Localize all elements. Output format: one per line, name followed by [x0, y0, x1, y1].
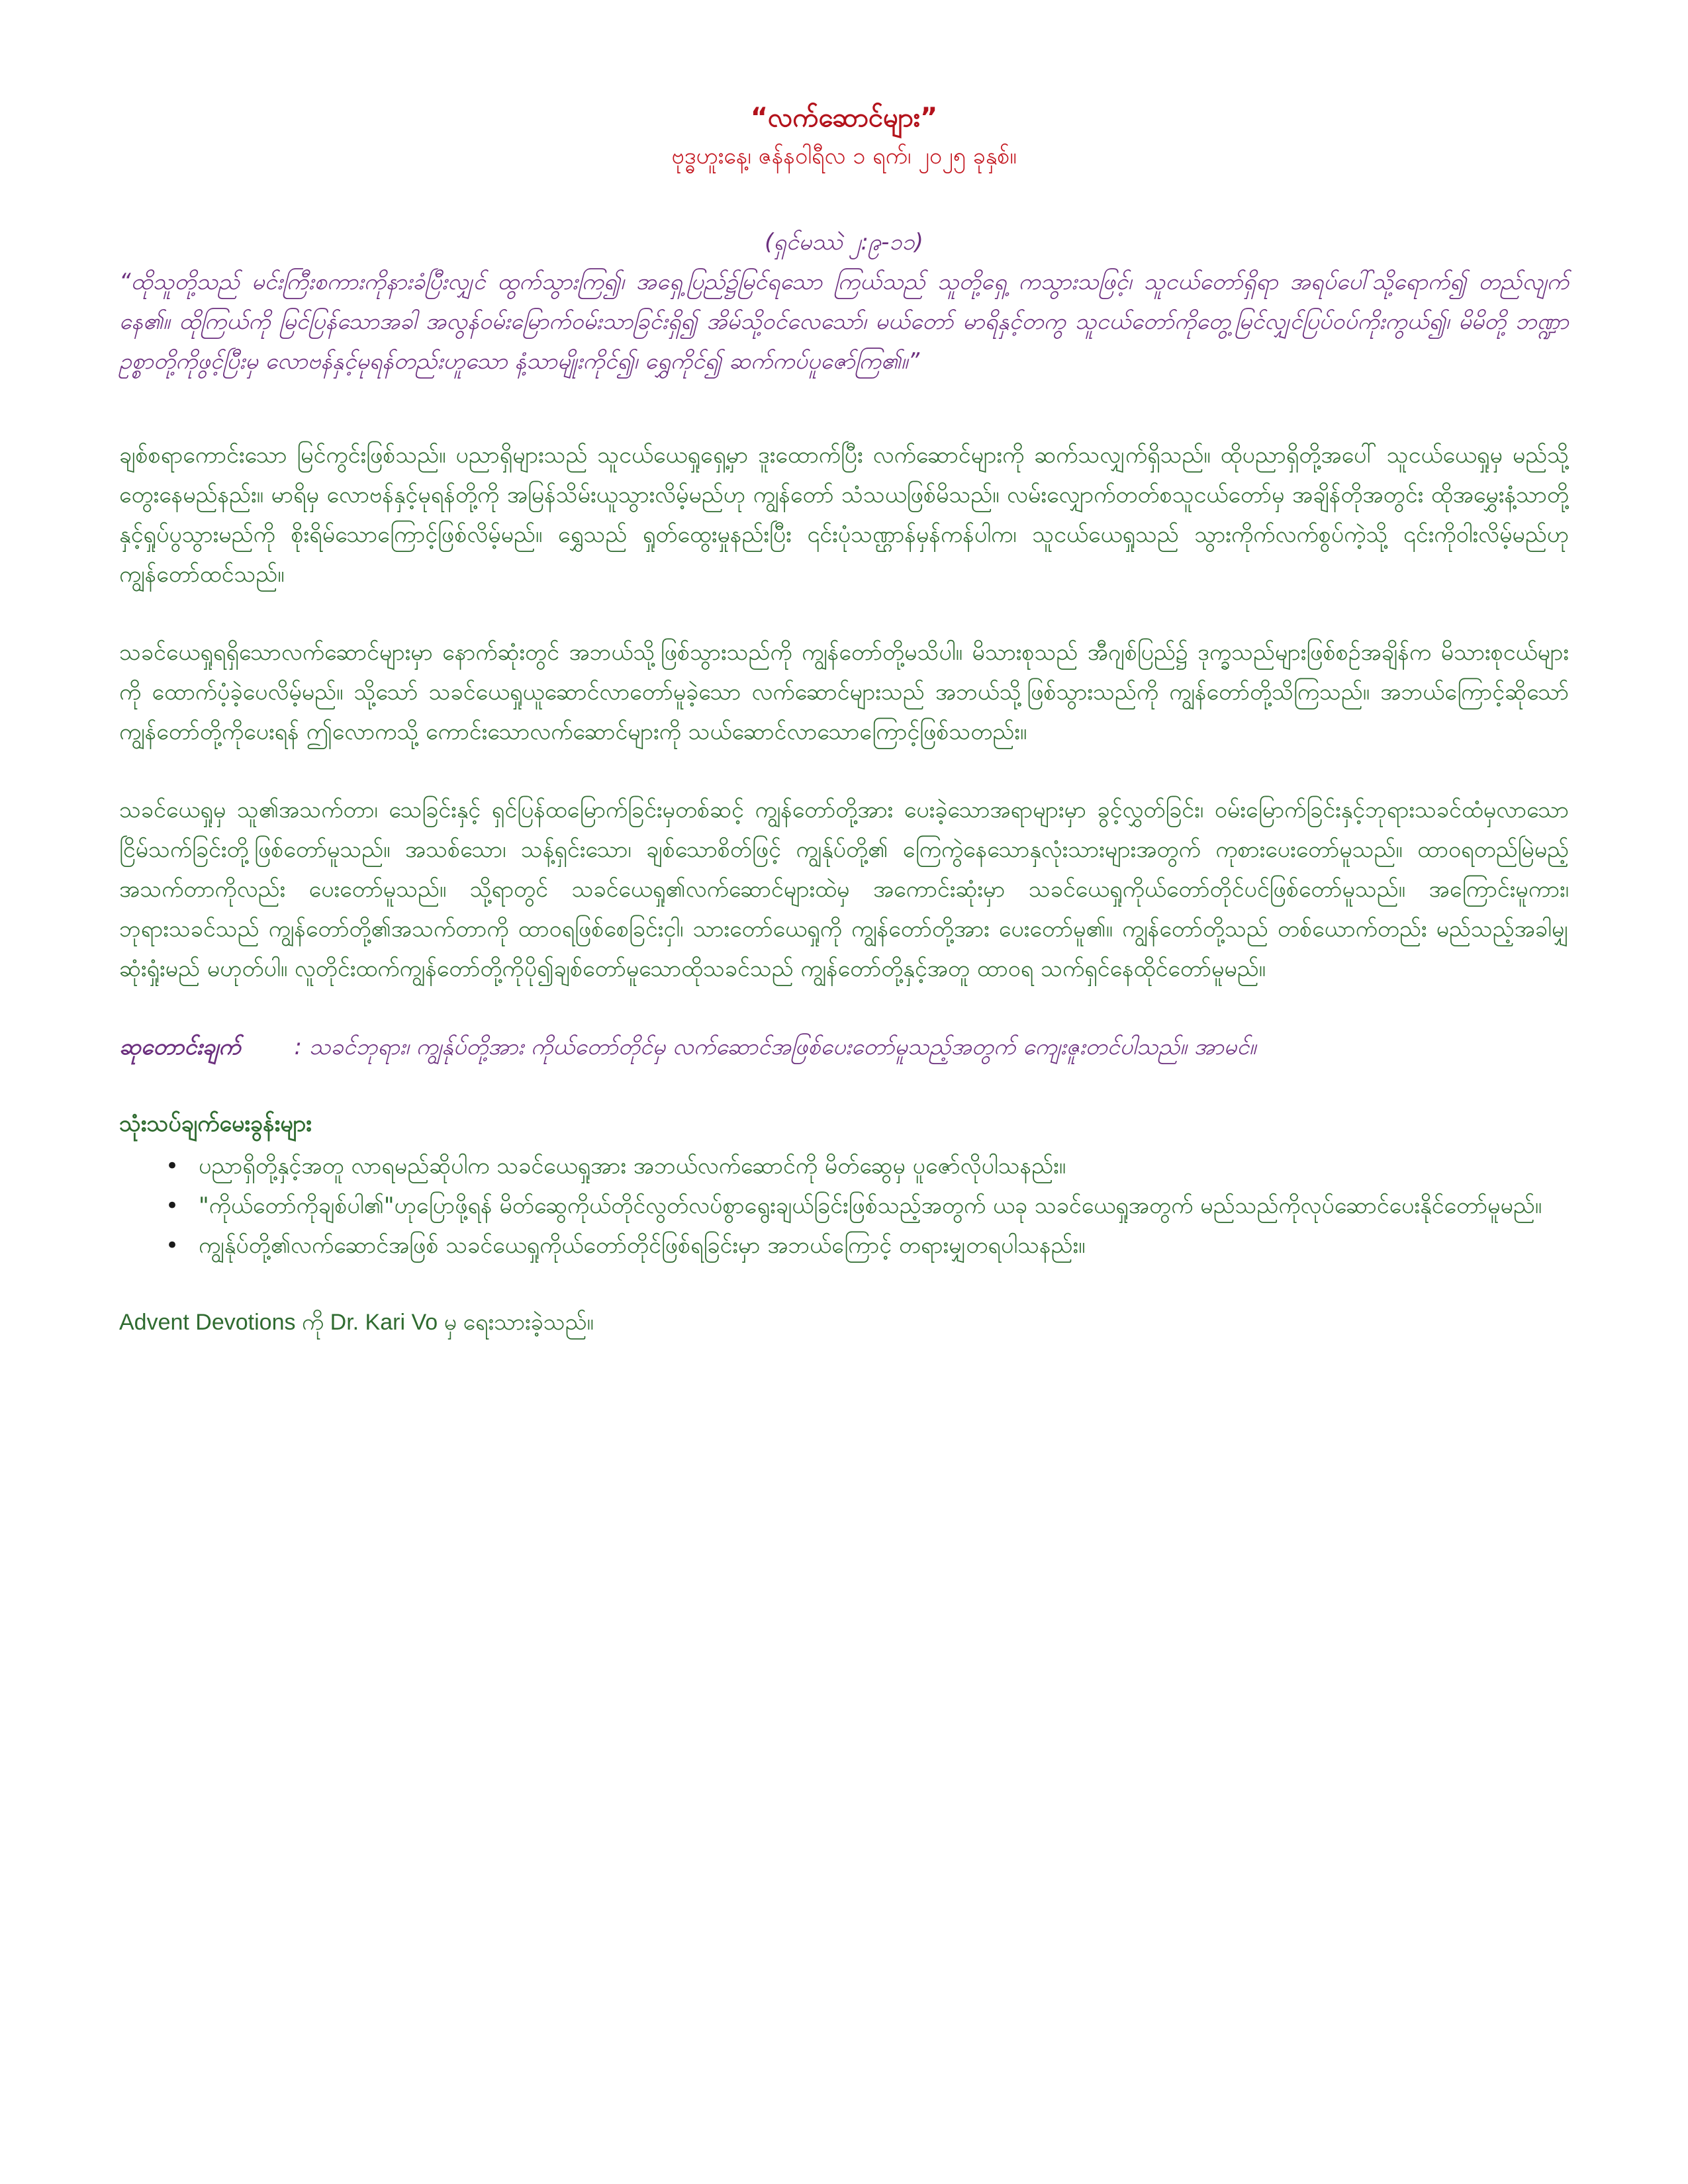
question-text: ပညာရှိတို့နှင့်အတူ လာရမည်ဆိုပါက သခင်ယေရှုအား အဘယ်လက်ဆောင်ကို မိတ်ဆွေမှ ပူဇော်လိုပါသနည်း။ — [199, 1153, 1066, 1179]
bullet-icon: • — [165, 1193, 179, 1219]
list-item — [119, 1186, 1569, 1226]
list-item — [119, 1146, 1569, 1186]
page-date: ဗုဒ္ဓဟူးနေ့၊ ဇန်နဝါရီလ ၁ ရက်၊ ၂၀၂၅ ခုနှစ်။ — [671, 143, 1017, 169]
question-text: ကျွန်ုပ်တို့၏လက်ဆောင်အဖြစ် သခင်ယေရှုကိုယ်တော်တိုင်ဖြစ်ရခြင်းမှာ အဘယ်ကြောင့် တရားမျှတရပါသနည်း။ — [199, 1232, 1086, 1259]
scripture-text: “ထိုသူတို့သည် မင်းကြီးစကားကိုနားခံပြီးလျှင် ထွက်သွားကြ၍၊ အရှေ့ပြည်၌မြင်ရသော ကြယ်သည် သူတို့ရှေ့ ကသွားသဖြင့်၊ သူငယ်တော်ရှိရာ အရပ်ပေါ်သို့ရောက်၍ တည်လျက်နေ၏။ ထိုကြယ်ကို မြင်ပြန်သောအခါ အလွန်ဝမ်းမြောက်ဝမ်းသာခြင်းရှိ၍ အိမ်သို့ဝင်လေသော်၊ မယ်တော် မာရိနှင့်တကွ သူငယ်တော်ကိုတွေ့မြင်လျှင်ပြပ်ဝပ်ကိုးကွယ်၍၊ မိမိတို့ ဘဏ္ဍာဥစ္စာတို့ကိုဖွင့်ပြီးမှ လောဗန်နှင့်မုရန်တည်းဟူသော နံ့သာမျိုးကိုင်၍၊ ရွှေကိုင်၍ ဆက်ကပ်ပူဇော်ကြ၏။” — [119, 269, 1569, 375]
scripture-reference: (ရှင်မဿဲ ၂:၉-၁၁) — [765, 229, 923, 255]
document-page — [119, 99, 1569, 1341]
questions-heading: သုံးသပ်ချက်မေးခွန်းများ — [119, 1111, 312, 1137]
prayer — [119, 1027, 1569, 1067]
prayer-label: ဆုတောင်းချက် — [119, 1034, 241, 1060]
body-paragraph-1: ချစ်စရာကောင်းသော မြင်ကွင်းဖြစ်သည်။ ပညာရှိများသည် သူငယ်ယေရှုရှေ့မှာ ဒူးထောက်ပြီး လက်ဆောင်များကို ဆက်သလျှက်ရှိသည်။ ထိုပညာရှိတို့အပေါ် သူငယ်ယေရှုမှ မည်သို့တွေးနေမည်နည်း။ မာရိမှ လောဗန်နှင့်မုရန်တို့ကို အမြန်သိမ်းယူသွားလိမ့်မည်ဟု ကျွန်တော် သံသယဖြစ်မိသည်။ လမ်းလျှောက်တတ်စသူငယ်တော်မှ အချိန်တိုအတွင်း ထိုအမွှေးနံ့သာတို့နှင့်ရှုပ်ပွသွားမည်ကို စိုးရိမ်သောကြောင့်ဖြစ်လိမ့်မည်။ ရွှေသည် ရှုတ်ထွေးမှုနည်းပြီး ၎င်းပုံသဏ္ဌာန်မှန်ကန်ပါက၊ သူငယ်ယေရှုသည် သွားကိုက်လက်စွပ်ကဲ့သို့ ၎င်းကိုဝါးလိမ့်မည်ဟု ကျွန်တော်ထင်သည်။ — [119, 442, 1569, 588]
question-text: "ကိုယ်တော်ကိုချစ်ပါ၏"ဟုပြောဖို့ရန် မိတ်ဆွေကိုယ်တိုင်လွတ်လပ်စွာရွေးချယ်ခြင်းဖြစ်သည့်အတွက် ယခု သခင်ယေရှုအတွက် မည်သည်ကိုလုပ်ဆောင်ပေးနိုင်တော်မူမည်။ — [199, 1193, 1542, 1219]
bullet-icon: • — [165, 1232, 179, 1259]
page-title: “လက်ဆောင်များ” — [750, 103, 938, 133]
author-credit: Advent Devotions ကို Dr. Kari Vo မှ ရေးသားခဲ့သည်။ — [119, 1310, 594, 1335]
bullet-icon: • — [165, 1153, 179, 1179]
questions-list — [119, 1146, 1569, 1265]
body-paragraph-2: သခင်ယေရှုရရှိသောလက်ဆောင်များမှာ နောက်ဆုံးတွင် အဘယ်သို့ဖြစ်သွားသည်ကို ကျွန်တော်တို့မသိပါ။ မိသားစုသည် အီဂျစ်ပြည်၌ ဒုက္ခသည်များဖြစ်စဉ်အချိန်က မိသားစုငယ်များကို ထောက်ပံ့ခဲ့ပေလိမ့်မည်။ သို့သော် သခင်ယေရှုယူဆောင်လာတော်မူခဲ့သော လက်ဆောင်များသည် အဘယ်သို့ဖြစ်သွားသည်ကို ကျွန်တော်တို့သိကြသည်။ အဘယ်ကြောင့်ဆိုသော် ကျွန်တော်တို့ကိုပေးရန် ဤလောကသို့ ကောင်းသောလက်ဆောင်များကို သယ်ဆောင်လာသောကြောင့်ဖြစ်သတည်း။ — [119, 639, 1569, 745]
body-paragraph-3: သခင်ယေရှုမှ သူ၏အသက်တာ၊ သေခြင်းနှင့် ရှင်ပြန်ထမြောက်ခြင်းမှတစ်ဆင့် ကျွန်တော်တို့အား ပေးခဲ့သောအရာများမှာ ခွင့်လွှတ်ခြင်း၊ ဝမ်းမြောက်ခြင်းနှင့်ဘုရားသခင်ထံမှလာသော ငြိမ်သက်ခြင်းတို့ဖြစ်တော်မူသည်။ အသစ်သော၊ သန့်ရှင်းသော၊ ချစ်သောစိတ်ဖြင့် ကျွန်ုပ်တို့၏ ကြေကွဲနေသောနှလုံးသားများအတွက် ကုစားပေးတော်မူသည်။ ထာဝရတည်မြဲမည့်အသက်တာကိုလည်း ပေးတော်မူသည်။ သို့ရာတွင် သခင်ယေရှု၏လက်ဆောင်များထဲမှ အကောင်းဆုံးမှာ သခင်ယေရှုကိုယ်တော်တိုင်ပင်ဖြစ်တော်မူသည်။ အကြောင်းမူကား၊ ဘုရားသခင်သည် ကျွန်တော်တို့၏အသက်တာကို ထာဝရဖြစ်စေခြင်းငှါ၊ သားတော်ယေရှုကို ကျွန်တော်တို့အား ပေးတော်မူ၏။ ကျွန်တော်တို့သည် တစ်ယောက်တည်း မည်သည့်အခါမျှ ဆုံးရှုံးမည် မဟုတ်ပါ။ လူတိုင်းထက်ကျွန်တော်တို့ကိုပို၍ချစ်တော်မူသောထိုသခင်သည် ကျွန်တော်တို့နှင့်အတူ ထာဝရ သက်ရှင်နေထိုင်တော်မူမည်။ — [119, 797, 1569, 982]
list-item — [119, 1226, 1569, 1265]
prayer-text: : သခင်ဘုရား၊ ကျွန်ုပ်တို့အား ကိုယ်တော်တိုင်မှ လက်ဆောင်အဖြစ်ပေးတော်မူသည့်အတွက် ကျေးဇူးတင်ပါသည်။ အာမင်။ — [294, 1034, 1256, 1060]
